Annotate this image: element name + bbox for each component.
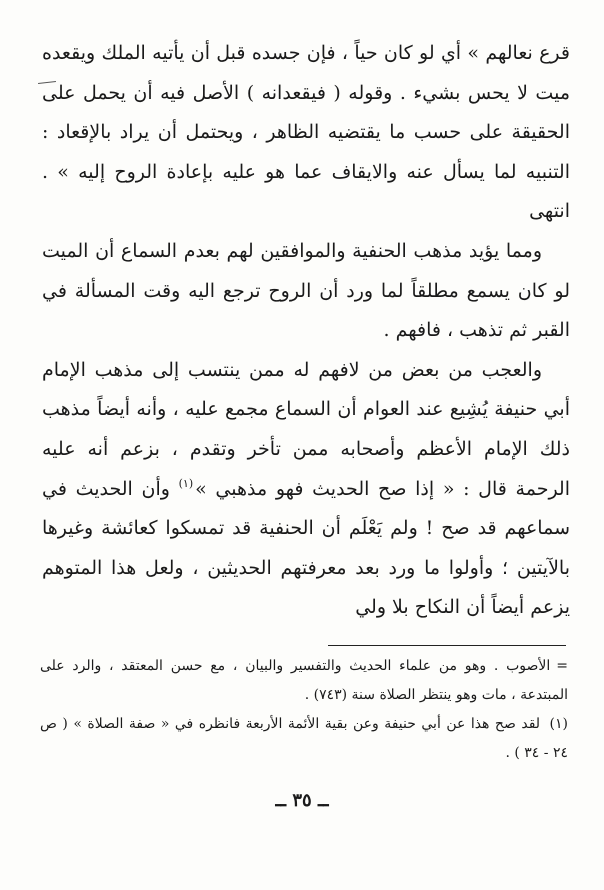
paragraph-1: قرع نعالهم » أي لو كان حياً ، فإن جسده قبل أن يأتيه الملك ويقعده ميت لا يحس بشيء . وقوله ( فيقعدانه ) الأصل فيه أن يحمل على الحقيقة على حسب ما يقتضيه الظاهر ، ويحتمل أن يراد بالإقعاد : التنبيه لما يسأل عنه والايقاف عما هو عليه بإعادة الروح إليه » . انتهى — [42, 42, 570, 223]
paragraph-3 — [42, 351, 570, 628]
footnote-continuation — [40, 652, 568, 710]
footnote-1-number: (١) — [549, 716, 569, 732]
continuation-text: الأصوب . وهو من علماء الحديث والتفسير والبيان ، مع حسن المعتقد ، والرد على المبتدعة ، مات وهو ينتظر الصلاة سنة (٧٤٣) . — [40, 658, 568, 703]
paragraph-3-part-1: والعجب من بعض من لافهم له ممن ينتسب إلى مذهب الإمام أبي حنيفة يُشِيع عند العوام أن السماع مجمع عليه ، وأنه أيضاً مذهب ذلك الإمام الأعظم وأصحابه ممن تأخر وتقدم ، بزعم أنه عليه الرحمة قال : « إذا صح الحديث فهو مذهبي » — [42, 358, 570, 500]
main-text — [42, 34, 570, 628]
continuation-mark: = — [556, 658, 568, 674]
footnote-1 — [40, 710, 568, 768]
paragraph-2: ومما يؤيد مذهب الحنفية والموافقين لهم بعدم السماع أن الميت لو كان يسمع مطلقاً لما ورد أن الروح ترجع اليه وقت المسألة في القبر ثم تذهب ، فافهم . — [42, 239, 570, 342]
footnote-reference-1: (١) — [178, 477, 194, 491]
paragraph-3-part-2: وأن الحديث في سماعهم قد صح ! ولم يَعْلَم أن الحنفية قد تمسكوا كعائشة وغيرها بالآيتين ؛ وأولوا ما ورد بعد معرفتهم الحديثين ، ولعل هذا المتوهم يزعم أيضاً أن النكاح بلا ولي — [42, 477, 570, 619]
footnote-separator — [328, 645, 566, 646]
page-number: ــ ٣٥ ــ — [275, 790, 329, 811]
footnotes — [40, 652, 568, 768]
footnote-1-text: لقد صح هذا عن أبي حنيفة وعن بقية الأئمة الأربعة فانظره في « صفة الصلاة » ( ص ٢٤ - ٣٤ ) . — [40, 716, 568, 761]
